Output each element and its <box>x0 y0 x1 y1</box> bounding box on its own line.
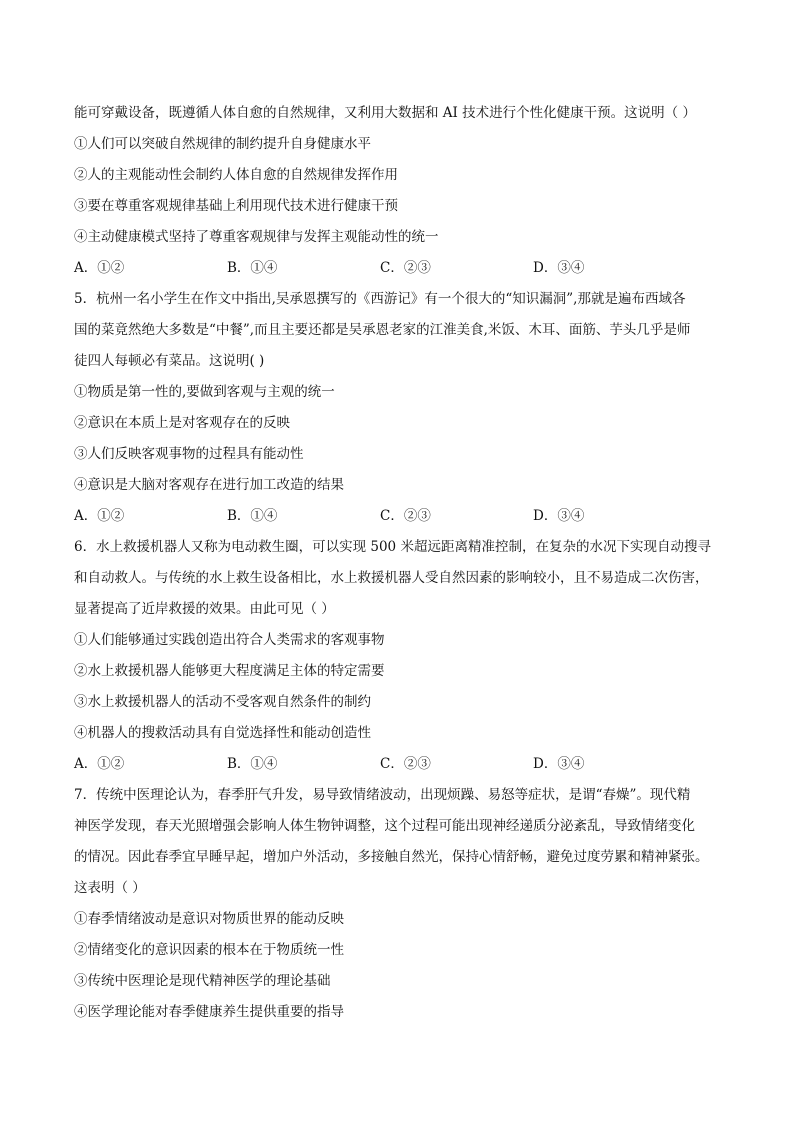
choice-d: D．③④ <box>533 260 585 276</box>
question-5-option-2: ②意识在本质上是对客观存在的反映 <box>74 415 290 431</box>
question-7-option-3: ③传统中医理论是现代精神医学的理论基础 <box>74 973 331 989</box>
question-7-stem-line-1: 7．传统中医理论认为，春季肝气升发，易导致情绪波动，出现烦躁、易怒等症状，是谓“春燥”。现代精 <box>74 787 691 803</box>
choice-b: B．①④ <box>227 756 278 772</box>
choice-d: D．③④ <box>533 508 585 524</box>
question-4-stem: 能可穿戴设备，既遵循人体自愈的自然规律，又利用大数据和 AI 技术进行个性化健康干预。这说明（ ） <box>74 105 696 121</box>
question-5-option-4: ④意识是大脑对客观存在进行加工改造的结果 <box>74 477 344 493</box>
question-7-option-1: ①春季情绪波动是意识对物质世界的能动反映 <box>74 911 344 927</box>
question-4-option-1: ①人们可以突破自然规律的制约提升自身健康水平 <box>74 136 371 152</box>
question-7-option-2: ②情绪变化的意识因素的根本在于物质统一性 <box>74 942 344 958</box>
question-5 <box>74 284 734 532</box>
question-6-stem-line-3: 显著提高了近岸救援的效果。由此可见（ ） <box>74 601 335 617</box>
question-6-stem-line-2: 和自动救人。与传统的水上救生设备相比，水上救援机器人受自然因素的影响较小，且不易造成二次伤害， <box>74 570 709 586</box>
question-5-choices <box>74 501 734 532</box>
question-7-stem-line-3: 的情况。因此春季宜早睡早起，增加户外活动，多接触自然光，保持心情舒畅，避免过度劳累和精神紧张。 <box>74 849 709 865</box>
question-5-stem-line-2: 国的菜竟然绝大多数是“中餐”,而且主要还都是吴承恩老家的江淮美食,米饭、木耳、面筋、芋头几乎是师 <box>74 322 691 338</box>
choice-c: C．②③ <box>380 260 431 276</box>
page-content <box>74 98 734 1028</box>
question-5-option-3: ③人们反映客观事物的过程具有能动性 <box>74 446 304 462</box>
question-6-option-4: ④机器人的搜救活动具有自觉选择性和能动创造性 <box>74 725 371 741</box>
question-7-option-4: ④医学理论能对春季健康养生提供重要的指导 <box>74 1004 344 1020</box>
question-5-stem-line-1: 5．杭州一名小学生在作文中指出,吴承恩撰写的《西游记》有一个很大的“知识漏洞”,那就是遍布西域各 <box>74 291 686 307</box>
choice-c: C．②③ <box>380 508 431 524</box>
choice-b: B．①④ <box>227 508 278 524</box>
question-4 <box>74 98 734 284</box>
question-4-option-3: ③要在尊重客观规律基础上利用现代技术进行健康干预 <box>74 198 398 214</box>
question-6-option-2: ②水上救援机器人能够更大程度满足主体的特定需要 <box>74 663 385 679</box>
question-5-option-1: ①物质是第一性的,要做到客观与主观的统一 <box>74 384 335 400</box>
choice-b: B．①④ <box>227 260 278 276</box>
question-5-stem-line-3: 徒四人每顿必有菜品。这说明( ) <box>74 353 265 369</box>
question-7-stem-line-4: 这表明（ ） <box>74 880 146 896</box>
question-4-option-2: ②人的主观能动性会制约人体自愈的自然规律发挥作用 <box>74 167 398 183</box>
choice-c: C．②③ <box>380 756 431 772</box>
question-4-choices <box>74 253 734 284</box>
choice-d: D．③④ <box>533 756 585 772</box>
question-7 <box>74 780 734 1028</box>
question-6-option-1: ①人们能够通过实践创造出符合人类需求的客观事物 <box>74 632 385 648</box>
choice-a: A．①② <box>74 756 125 772</box>
choice-a: A．①② <box>74 508 125 524</box>
choice-a: A．①② <box>74 260 125 276</box>
question-6-stem-line-1: 6．水上救援机器人又称为电动救生圈，可以实现 500 米超远距离精准控制，在复杂的水况下实现自动搜寻 <box>74 539 711 555</box>
question-7-stem-line-2: 神医学发现，春天光照增强会影响人体生物钟调整，这个过程可能出现神经递质分泌紊乱，导致情绪变化 <box>74 818 695 834</box>
question-6-choices <box>74 749 734 780</box>
question-6 <box>74 532 734 780</box>
question-4-option-4: ④主动健康模式坚持了尊重客观规律与发挥主观能动性的统一 <box>74 229 439 245</box>
question-6-option-3: ③水上救援机器人的活动不受客观自然条件的制约 <box>74 694 371 710</box>
